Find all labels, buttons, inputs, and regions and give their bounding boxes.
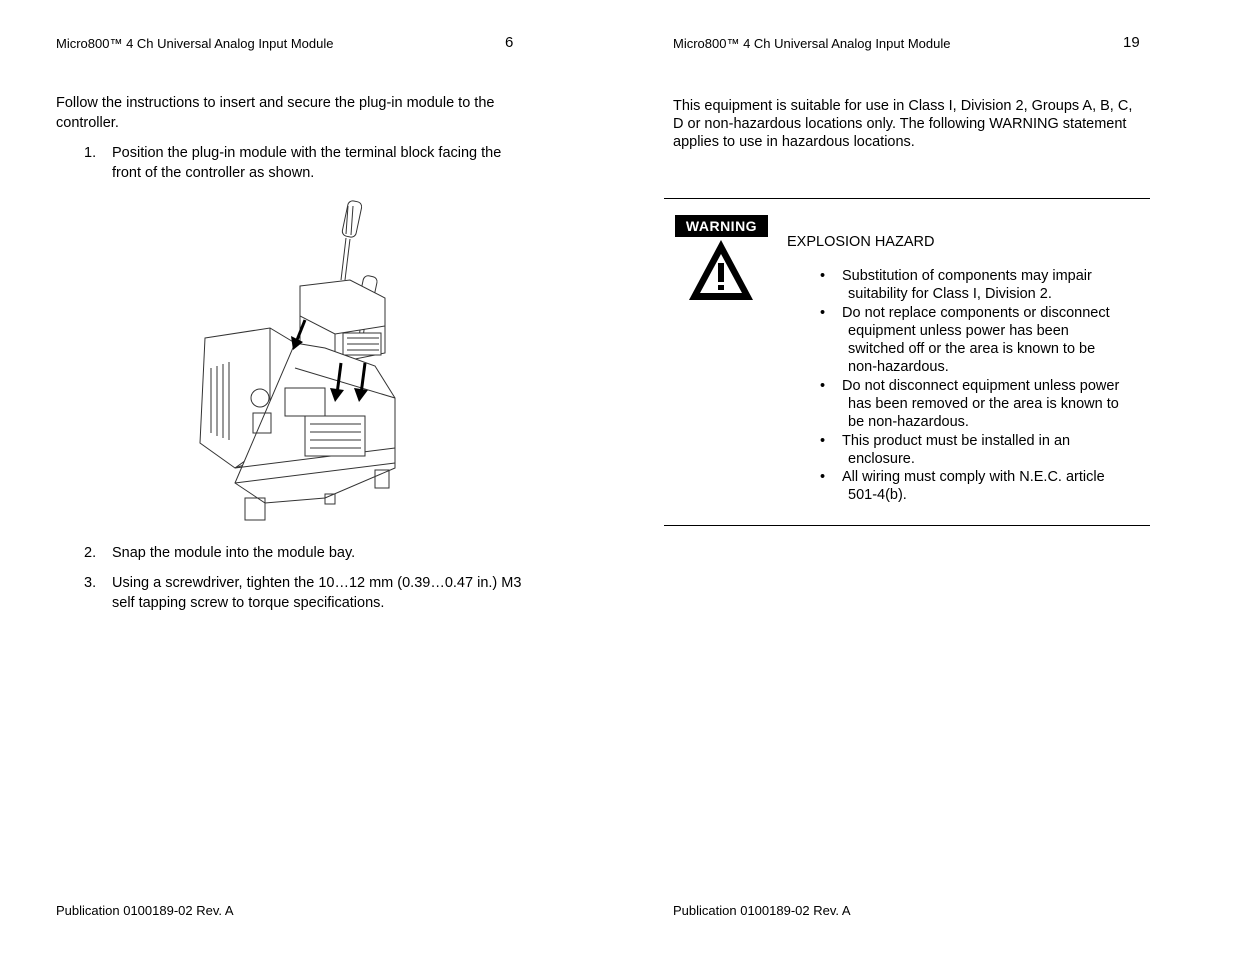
bullet-3-line-2: has been removed or the area is known to: [848, 396, 1119, 412]
right-intro-line-3: applies to use in hazardous locations.: [673, 134, 915, 150]
step-2: [84, 543, 564, 565]
bullet-5-line-2: 501-4(b).: [848, 487, 907, 503]
right-intro-line-1: This equipment is suitable for use in Class I, Division 2, Groups A, B, C,: [673, 98, 1133, 114]
step-3-line-1: Using a screwdriver, tighten the 10…12 mm (0.39…0.47 in.) M3: [112, 575, 522, 591]
right-header-title: Micro800™ 4 Ch Universal Analog Input Module: [673, 36, 951, 51]
warning-bullet-list: [820, 267, 1150, 507]
warning-bottom-rule: [664, 525, 1150, 526]
warning-label: WARNING: [675, 215, 768, 237]
bullet-dot: •: [820, 305, 826, 321]
left-footer: Publication 0100189-02 Rev. A: [56, 903, 234, 918]
exclamation-triangle-icon: [687, 238, 755, 304]
bullet-4-line-1: This product must be installed in an: [842, 433, 1071, 449]
bullet-2-line-3: switched off or the area is known to be: [848, 341, 1096, 357]
left-intro-line-2: controller.: [56, 115, 119, 131]
plug-in-module-illustration: [175, 198, 410, 530]
bullet-dot: •: [820, 433, 826, 449]
bullet-dot: •: [820, 268, 826, 284]
warning-title: EXPLOSION HAZARD: [787, 234, 935, 250]
step-3-text: [112, 573, 562, 613]
bullet-1-line-1: Substitution of components may impair: [842, 268, 1092, 284]
bullet-2-line-2: equipment unless power has been: [848, 323, 1069, 339]
bullet-5-line-1: All wiring must comply with N.E.C. article: [842, 469, 1105, 485]
left-page-number: 6: [505, 34, 514, 51]
right-footer: Publication 0100189-02 Rev. A: [673, 903, 851, 918]
step-3: [84, 573, 564, 615]
step-1-line-2: front of the controller as shown.: [112, 165, 315, 181]
step-2-text: Snap the module into the module bay.: [112, 545, 356, 561]
bullet-dot: •: [820, 378, 826, 394]
step-3-number: 3.: [84, 575, 97, 591]
left-header-title: Micro800™ 4 Ch Universal Analog Input Module: [56, 36, 334, 51]
bullet-4-line-2: enclosure.: [848, 451, 915, 467]
bullet-2-line-1: Do not replace components or disconnect: [842, 305, 1110, 321]
bullet-dot: •: [820, 469, 826, 485]
step-1-line-1: Position the plug-in module with the terminal block facing the: [112, 145, 502, 161]
bullet-2-line-4: non-hazardous.: [848, 359, 949, 375]
step-2-number: 2.: [84, 545, 97, 561]
step-1: [84, 143, 564, 185]
right-intro-line-2: D or non-hazardous locations only. The following WARNING statement: [673, 116, 1127, 132]
step-3-line-2: self tapping screw to torque specifications.: [112, 595, 385, 611]
step-1-number: 1.: [84, 145, 97, 161]
bullet-1-line-2: suitability for Class I, Division 2.: [848, 286, 1052, 302]
bullet-3-line-3: be non-hazardous.: [848, 414, 969, 430]
right-page-number: 19: [1123, 34, 1140, 51]
warning-top-rule: [664, 198, 1150, 199]
left-intro-line-1: Follow the instructions to insert and secure the plug-in module to the: [56, 95, 495, 111]
bullet-3-line-1: Do not disconnect equipment unless power: [842, 378, 1120, 394]
step-1-text: [112, 143, 562, 183]
